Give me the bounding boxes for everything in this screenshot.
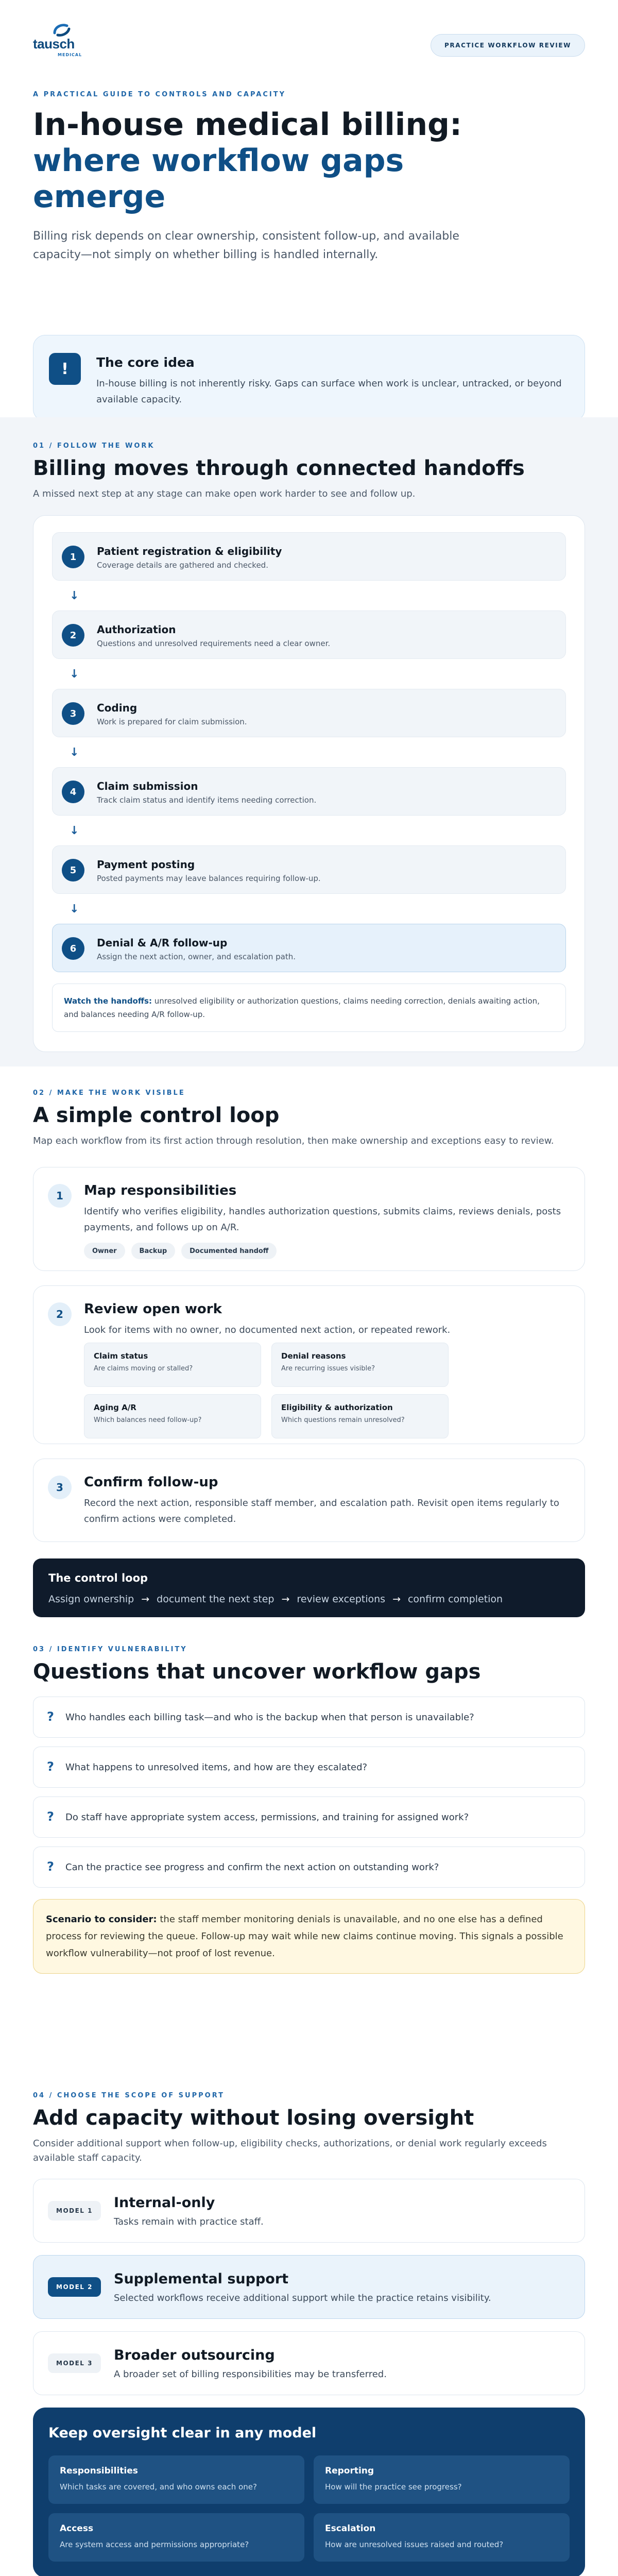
tag-documented-handoff: Documented handoff — [181, 1243, 277, 1259]
oversight-cell-title: Access — [60, 2523, 94, 2534]
loop-step: document the next step — [157, 1594, 274, 1605]
check-title: Denial reasons — [281, 1351, 346, 1361]
step-title: Denial & A/R follow-up — [97, 937, 228, 949]
control-card-text: Look for items with no owner, no documented next action, or repeated rework. — [84, 1325, 451, 1335]
hero-title — [33, 107, 585, 215]
section1-eyebrow: 01 / FOLLOW THE WORK — [33, 442, 155, 450]
header — [0, 0, 618, 72]
check-claim-status — [84, 1343, 261, 1387]
control-step-number: 3 — [48, 1476, 72, 1499]
model-title: Supplemental support — [114, 2271, 289, 2287]
arrow-down-icon: ↓ — [70, 902, 79, 916]
control-card-text: Record the next action, responsible staff member, and escalation path. Revisit open items regularly to confirm actions were completed. — [84, 1498, 559, 1524]
question-item[interactable] — [33, 1846, 585, 1888]
question-text: Who handles each billing task—and who is the backup when that person is unavailable? — [65, 1712, 474, 1723]
control-card-text: Identify who verifies eligibility, handles authorization questions, submits claims, reviews denials, posts payments, and follows up on A/R. — [84, 1206, 561, 1233]
arrow-down-icon: ↓ — [70, 667, 79, 681]
model-title: Broader outsourcing — [114, 2347, 275, 2363]
step-desc: Assign the next action, owner, and escalation path. — [97, 952, 296, 961]
step-number: 1 — [62, 546, 84, 568]
question-text: Can the practice see progress and confirm the next action on outstanding work? — [65, 1862, 439, 1873]
step-card — [52, 689, 566, 737]
arrow-down-icon: ↓ — [70, 824, 79, 837]
hero-title-line3: emerge — [33, 179, 166, 215]
core-idea-title: The core idea — [96, 355, 195, 370]
question-text: Do staff have appropriate system access, permissions, and training for assigned work? — [65, 1812, 469, 1823]
brand-tagline: MEDICAL — [58, 53, 82, 57]
check-eligibility-authorization — [271, 1394, 449, 1438]
step-desc: Work is prepared for claim submission. — [97, 717, 247, 726]
step-number: 3 — [62, 702, 84, 725]
control-card-map-responsibilities — [33, 1167, 585, 1271]
section2-subtitle: Map each workflow from its first action through resolution, then make ownership and exceptions easy to review. — [33, 1136, 554, 1146]
section1-subtitle: A missed next step at any stage can make open work harder to see and follow up. — [33, 488, 416, 499]
check-desc: Which balances need follow-up? — [94, 1416, 202, 1424]
oversight-cell-desc: How are unresolved issues raised and routed? — [325, 2540, 504, 2549]
model-title: Internal-only — [114, 2195, 215, 2211]
model-badge: MODEL 3 — [48, 2353, 101, 2373]
model-badge: MODEL 2 — [48, 2277, 101, 2297]
oversight-cell-title: Escalation — [325, 2523, 376, 2534]
control-card-title: Confirm follow-up — [84, 1475, 218, 1490]
hero — [0, 72, 618, 417]
oversight-cell-desc: How will the practice see progress? — [325, 2482, 462, 2492]
section-choose-support-scope — [0, 2092, 618, 2576]
question-item[interactable] — [33, 1747, 585, 1788]
oversight-title: Keep oversight clear in any model — [48, 2425, 317, 2441]
step-title: Authorization — [97, 623, 176, 636]
model-desc: Selected workflows receive additional support while the practice retains visibility. — [114, 2293, 491, 2303]
control-card-title: Map responsibilities — [84, 1183, 237, 1198]
control-card-title: Review open work — [84, 1301, 222, 1317]
section4-eyebrow: 04 / CHOOSE THE SCOPE OF SUPPORT — [33, 2092, 225, 2099]
arrow-down-icon: ↓ — [70, 745, 79, 759]
step-number: 2 — [62, 624, 84, 647]
control-step-number: 2 — [48, 1302, 72, 1326]
model-badge: MODEL 1 — [48, 2201, 101, 2221]
step-title: Claim submission — [97, 780, 198, 792]
model-option-internal-only[interactable] — [33, 2179, 585, 2243]
hero-title-line2: where workflow gaps — [33, 143, 404, 179]
oversight-grid — [48, 2455, 570, 2562]
question-text: What happens to unresolved items, and how are they escalated? — [65, 1762, 368, 1773]
section4-subtitle: Consider additional support when follow-up, eligibility checks, authorizations, or denial work regularly exceeds available staff capacity. — [33, 2138, 547, 2163]
model-option-supplemental-support[interactable] — [33, 2255, 585, 2319]
step-title: Patient registration & eligibility — [97, 545, 282, 557]
model-desc: A broader set of billing responsibilities may be transferred. — [114, 2369, 387, 2380]
scenario-callout — [33, 1899, 585, 1974]
step-card — [52, 611, 566, 659]
model-option-broader-outsourcing[interactable] — [33, 2331, 585, 2395]
watch-handoffs-note — [52, 984, 566, 1032]
arrow-down-icon: ↓ — [70, 589, 79, 602]
hero-eyebrow: A PRACTICAL GUIDE TO CONTROLS AND CAPACITY — [33, 91, 286, 98]
hero-lead: Billing risk depends on clear ownership, consistent follow-up, and available capacity—not simply on whether billing is handled internally. — [33, 230, 459, 261]
tag-backup: Backup — [131, 1243, 176, 1259]
arrow-right-icon: → — [392, 1594, 401, 1605]
step-number: 4 — [62, 781, 84, 803]
arrow-right-icon: → — [141, 1594, 150, 1605]
step-title: Payment posting — [97, 858, 195, 871]
control-loop-title: The control loop — [48, 1572, 148, 1584]
model-desc: Tasks remain with practice staff. — [114, 2216, 264, 2227]
control-step-number: 1 — [48, 1184, 72, 1208]
question-item[interactable] — [33, 1697, 585, 1738]
question-mark-icon: ? — [47, 1809, 54, 1824]
step-desc: Track claim status and identify items needing correction. — [97, 795, 317, 805]
watch-text: unresolved eligibility or authorization questions, claims needing correction, denials awaiting action, and balances needing A/R follow-up. — [64, 996, 540, 1019]
practice-review-pill[interactable]: PRACTICE WORKFLOW REVIEW — [431, 34, 585, 57]
step-desc: Questions and unresolved requirements need a clear owner. — [97, 639, 331, 648]
check-title: Claim status — [94, 1351, 148, 1361]
review-check-grid — [84, 1343, 449, 1438]
hero-title-line1: In-house medical billing: — [33, 107, 462, 143]
section2-eyebrow: 02 / MAKE THE WORK VISIBLE — [33, 1089, 185, 1097]
check-desc: Are recurring issues visible? — [281, 1365, 375, 1372]
oversight-responsibilities — [48, 2455, 304, 2504]
question-mark-icon: ? — [47, 1709, 54, 1724]
loop-step: Assign ownership — [48, 1594, 134, 1605]
check-title: Aging A/R — [94, 1403, 136, 1412]
control-card-review-open-work — [33, 1285, 585, 1444]
step-card — [52, 924, 566, 972]
watch-label: Watch the handoffs: — [64, 996, 152, 1006]
loop-step: review exceptions — [297, 1594, 386, 1605]
step-card — [52, 767, 566, 816]
step-desc: Coverage details are gathered and checked. — [97, 561, 268, 570]
handoff-steps-card — [33, 515, 585, 1052]
check-desc: Which questions remain unresolved? — [281, 1416, 405, 1424]
step-desc: Posted payments may leave balances requiring follow-up. — [97, 874, 321, 883]
section-control-loop — [0, 1066, 618, 1605]
oversight-cell-desc: Are system access and permissions appropriate? — [60, 2540, 249, 2549]
question-mark-icon: ? — [47, 1859, 54, 1874]
section3-title: Questions that uncover workflow gaps — [33, 1660, 481, 1684]
check-title: Eligibility & authorization — [281, 1403, 393, 1412]
arrow-right-icon: → — [281, 1594, 290, 1605]
step-title: Coding — [97, 702, 138, 714]
step-number: 5 — [62, 859, 84, 882]
section3-eyebrow: 03 / IDENTIFY VULNERABILITY — [33, 1646, 187, 1653]
section1-title: Billing moves through connected handoffs — [33, 456, 525, 480]
scenario-text: the staff member monitoring denials is unavailable, and no one else has a defined process for reviewing the queue. Follow-up may wait while new claims continue moving. This signals a possible workflow vulnerability—not proof of lost revenue. — [46, 1914, 563, 1959]
oversight-access — [48, 2513, 304, 2562]
check-aging-ar — [84, 1394, 261, 1438]
step-number: 6 — [62, 937, 84, 960]
question-mark-icon: ? — [47, 1759, 54, 1774]
step-card — [52, 845, 566, 894]
section-follow-the-work — [0, 417, 618, 1066]
brand-name: tausch — [33, 36, 75, 52]
oversight-cell-title: Reporting — [325, 2466, 374, 2476]
alert-icon: ! — [49, 353, 81, 385]
section4-title: Add capacity without losing oversight — [33, 2106, 474, 2130]
loop-step: confirm completion — [407, 1594, 503, 1605]
oversight-cell-title: Responsibilities — [60, 2466, 138, 2476]
brand-logo[interactable] — [33, 22, 95, 63]
section-identify-vulnerability — [0, 1597, 618, 2092]
control-card-confirm-follow-up — [33, 1459, 585, 1542]
scenario-label: Scenario to consider: — [46, 1914, 157, 1925]
core-idea-card — [33, 335, 585, 421]
step-card — [52, 532, 566, 581]
section2-title: A simple control loop — [33, 1104, 280, 1127]
oversight-cell-desc: Which tasks are covered, and who owns each one? — [60, 2482, 257, 2492]
responsibility-tags — [84, 1243, 277, 1259]
check-desc: Are claims moving or stalled? — [94, 1365, 193, 1372]
question-item[interactable] — [33, 1797, 585, 1838]
core-idea-text: In-house billing is not inherently risky. Gaps can surface when work is unclear, untracked, or beyond available capacity. — [96, 378, 562, 405]
oversight-escalation — [314, 2513, 570, 2562]
oversight-panel — [33, 2408, 585, 2576]
oversight-reporting — [314, 2455, 570, 2504]
tag-owner: Owner — [84, 1243, 125, 1259]
check-denial-reasons — [271, 1343, 449, 1387]
